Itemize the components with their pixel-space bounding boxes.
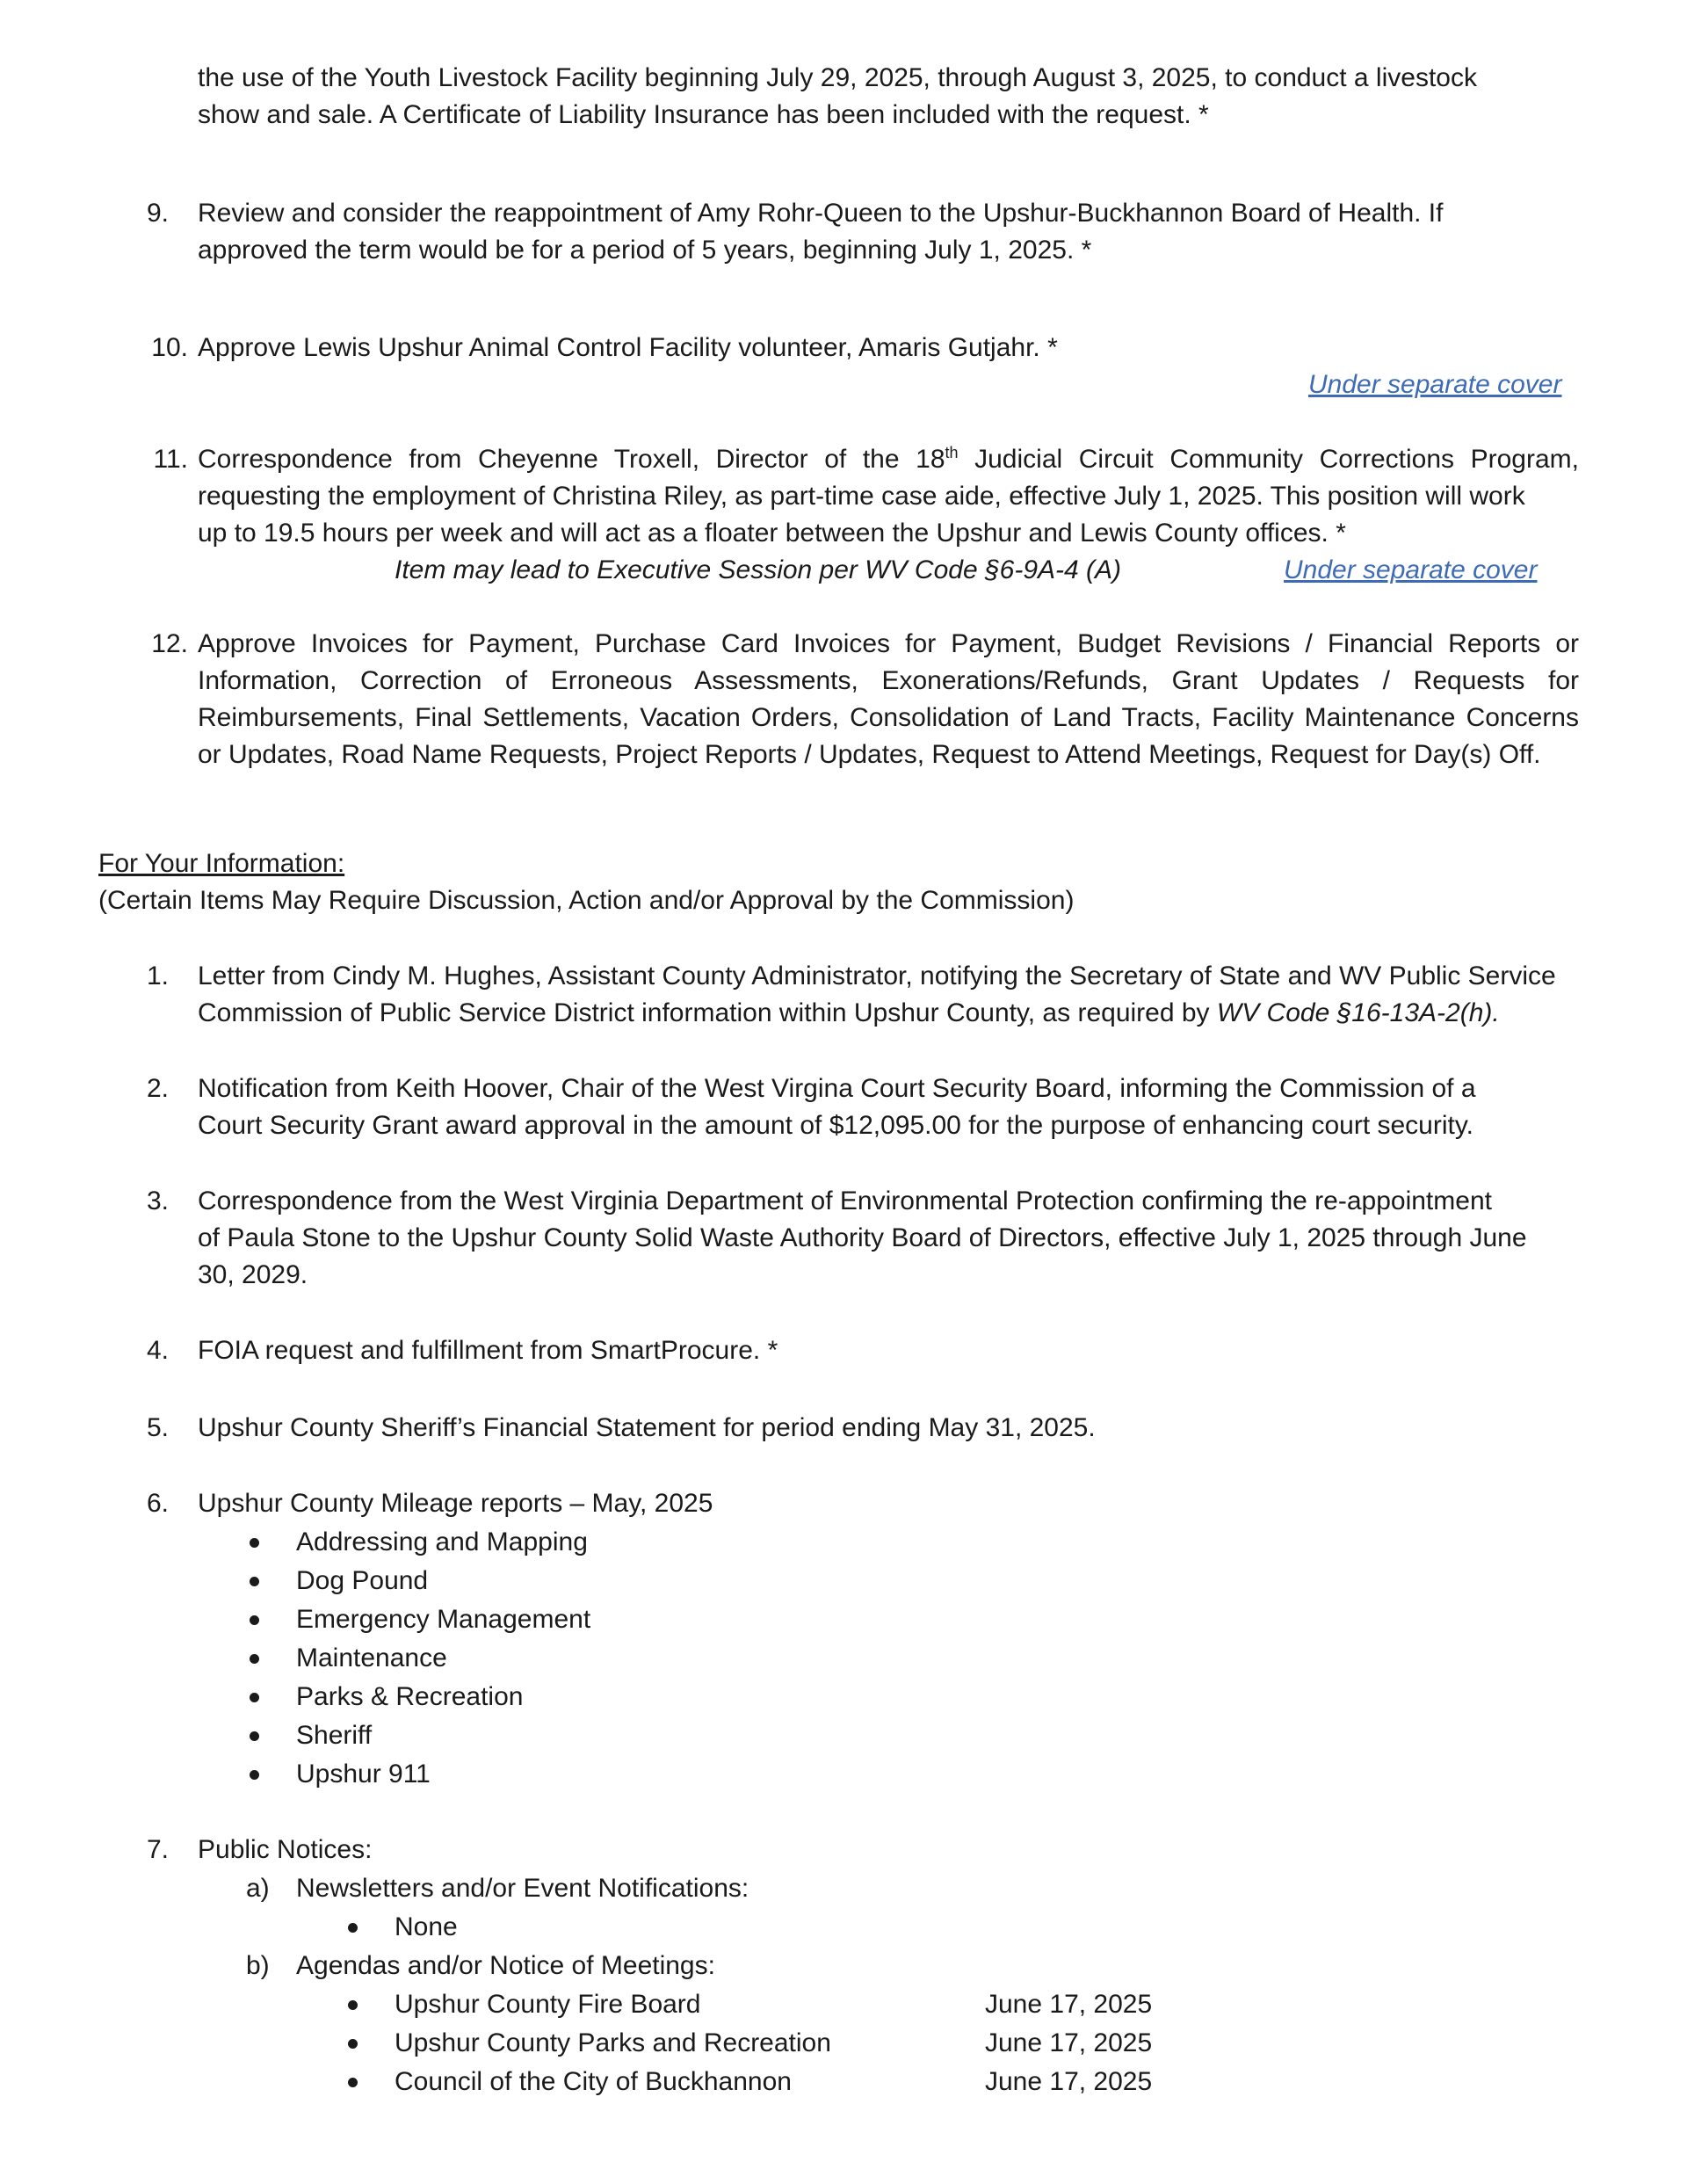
sub-item-text: Agendas and/or Notice of Meetings: <box>296 1951 715 1980</box>
meeting-date: June 17, 2025 <box>985 2067 1153 2096</box>
item-text: Public Notices: <box>198 1835 373 1864</box>
item-number: 10. <box>151 333 188 362</box>
list-item: Sheriff <box>296 1721 373 1750</box>
item-text: 30, 2029. <box>198 1260 308 1289</box>
bullet-icon <box>250 1577 259 1586</box>
item-text: Upshur County Mileage reports – May, 2025 <box>198 1489 713 1518</box>
list-item: Upshur 911 <box>296 1760 431 1789</box>
item-text: Reimbursements, Final Settlements, Vacation Orders, Consolidation of Land Tracts, Facility Maintenance Concerns <box>198 703 1579 732</box>
continued-item-line: the use of the Youth Livestock Facility beginning July 29, 2025, through August 3, 2025, to conduct a livestock <box>198 63 1477 92</box>
list-item: Addressing and Mapping <box>296 1527 588 1556</box>
item-number: 11. <box>153 445 188 474</box>
item-number: 4. <box>146 1336 169 1365</box>
bullet-icon <box>250 1693 259 1702</box>
item-text: or Updates, Road Name Requests, Project Reports / Updates, Request to Attend Meetings, Request for Day(s) Off. <box>198 740 1541 769</box>
meeting-name: Upshur County Fire Board <box>395 1990 701 2019</box>
item-text: Approve Invoices for Payment, Purchase Card Invoices for Payment, Budget Revisions / Financial Reports or <box>198 629 1579 658</box>
bullet-icon <box>250 1770 259 1780</box>
list-item: Maintenance <box>296 1643 447 1672</box>
bullet-icon <box>250 1538 259 1548</box>
bullet-icon <box>250 1615 259 1625</box>
section-heading: For Your Information: <box>98 849 345 878</box>
item-text: Information, Correction of Erroneous Assessments, Exonerations/Refunds, Grant Updates / Requests for <box>198 666 1579 695</box>
item-text: up to 19.5 hours per week and will act as a floater between the Upshur and Lewis County offices. * <box>198 519 1346 548</box>
item-text: FOIA request and fulfillment from SmartProcure. * <box>198 1336 778 1365</box>
meeting-date: June 17, 2025 <box>985 1990 1153 2019</box>
item-text: of Paula Stone to the Upshur County Solid Waste Authority Board of Directors, effective July 1, 2025 through June <box>198 1223 1527 1252</box>
meeting-date: June 17, 2025 <box>985 2028 1153 2057</box>
list-item: Dog Pound <box>296 1566 429 1595</box>
bullet-icon <box>250 1731 259 1741</box>
item-text: requesting the employment of Christina Riley, as part-time case aide, effective July 1, 2025. This position will work <box>198 482 1525 511</box>
list-item: Parks & Recreation <box>296 1682 524 1711</box>
list-item: Emergency Management <box>296 1605 591 1634</box>
item-text: Review and consider the reappointment of Amy Rohr-Queen to the Upshur-Buckhannon Board of Health. If <box>198 199 1444 228</box>
sub-item-label: b) <box>246 1951 270 1980</box>
item-number: 12. <box>151 629 188 658</box>
item-number: 3. <box>146 1186 169 1215</box>
bullet-icon <box>250 1654 259 1664</box>
sub-item-text: Newsletters and/or Event Notifications: <box>296 1874 749 1903</box>
under-separate-cover-link[interactable]: Under separate cover <box>1284 555 1538 584</box>
bullet-icon <box>348 2039 358 2049</box>
item-text: Approve Lewis Upshur Animal Control Facility volunteer, Amaris Gutjahr. * <box>198 333 1058 362</box>
section-subheading: (Certain Items May Require Discussion, Action and/or Approval by the Commission) <box>98 886 1075 915</box>
item-number: 9. <box>146 199 169 228</box>
meeting-name: Council of the City of Buckhannon <box>395 2067 792 2096</box>
sub-item-label: a) <box>246 1874 270 1903</box>
bullet-icon <box>348 1923 358 1933</box>
item-text: Correspondence from the West Virginia Department of Environmental Protection confirming the re-appointment <box>198 1186 1492 1215</box>
item-text: Commission of Public Service District information within Upshur County, as required by WV Code §16-13A-2(h). <box>198 998 1500 1027</box>
item-text: Notification from Keith Hoover, Chair of the West Virgina Court Security Board, informing the Commission of a <box>198 1074 1476 1103</box>
item-number: 5. <box>146 1413 169 1442</box>
list-item: None <box>395 1912 458 1941</box>
under-separate-cover-link[interactable]: Under separate cover <box>1308 370 1562 399</box>
item-text: Upshur County Sheriff’s Financial Statement for period ending May 31, 2025. <box>198 1413 1096 1442</box>
bullet-icon <box>348 2078 358 2087</box>
item-number: 6. <box>146 1489 169 1518</box>
bullet-icon <box>348 2000 358 2010</box>
item-number: 1. <box>146 961 169 990</box>
item-text: Letter from Cindy M. Hughes, Assistant County Administrator, notifying the Secretary of State and WV Public Service <box>198 961 1556 990</box>
item-text: Correspondence from Cheyenne Troxell, Director of the 18th Judicial Circuit Community Corrections Program, <box>198 444 1579 474</box>
item-text: approved the term would be for a period of 5 years, beginning July 1, 2025. * <box>198 236 1092 265</box>
meeting-name: Upshur County Parks and Recreation <box>395 2028 831 2057</box>
continued-item-line: show and sale. A Certificate of Liability Insurance has been included with the request. * <box>198 100 1209 129</box>
item-number: 2. <box>146 1074 169 1103</box>
item-text: Court Security Grant award approval in the amount of $12,095.00 for the purpose of enhancing court security. <box>198 1111 1473 1140</box>
executive-session-note: Item may lead to Executive Session per WV Code §6-9A-4 (A) <box>395 555 1122 584</box>
item-number: 7. <box>146 1835 169 1864</box>
